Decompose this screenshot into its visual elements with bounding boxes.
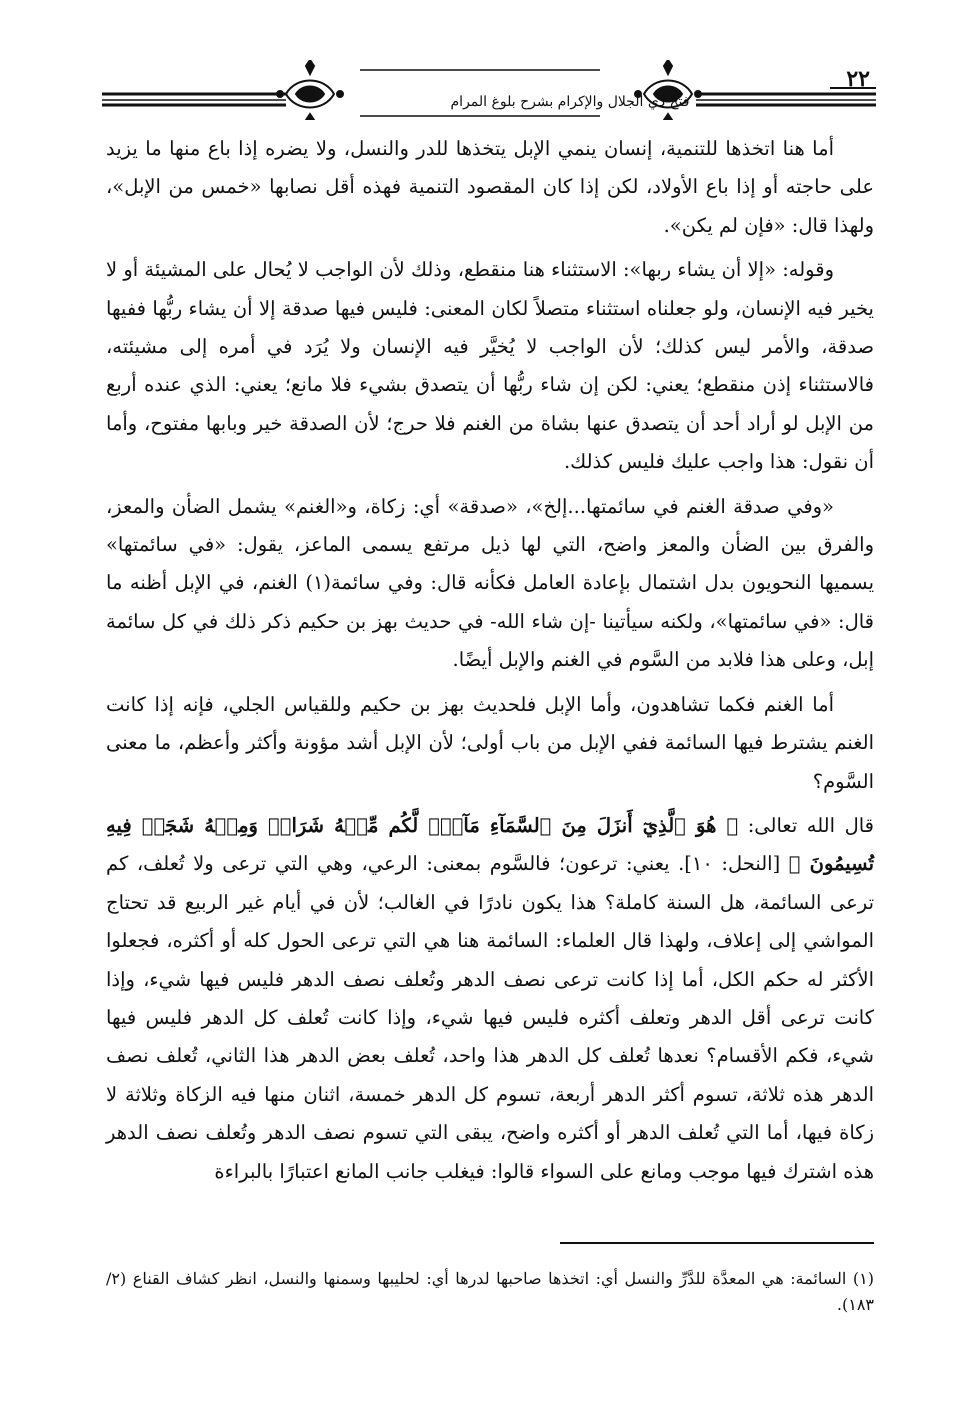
paragraph: أما الغنم فكما تشاهدون، وأما الإبل فلحديث بهز بن حكيم وللقياس الجلي، فإنه إذا كانت الغنم يشترط فيها السائمة ففي الإبل من باب أولى؛ لأن الإبل أشد مؤونة وأكثر وأعظم، ما معنى السَّوم؟ (106, 692, 874, 793)
footnotes (106, 1266, 874, 1318)
verse-intro: قال الله تعالى: (738, 813, 875, 837)
footnote: (١) السائمة: هي المعدَّة للدَّرِّ والنسل أي: اتخذها صاحبها لدرها أي: لحليبها وسمنها والنسل، انظر كشاف القناع (٢/ ١٨٣). (106, 1269, 874, 1314)
header-ornament (100, 60, 878, 120)
paragraph: «وفي صدقة الغنم في سائمتها...إلخ»، «صدقة» أي: زكاة، و«الغنم» يشمل الضأن والمعز، والفرق بين الضأن والمعز واضح، التي لها ذيل مرتفع يسمى الماعز، يقول: «في سائمتها» يسميها النحويون بدل اشتمال بإعادة العامل فكأنه قال: وفي سائمة(١) الغنم، في الإبل أظنه ما قال: «في سائمتها»، ولكنه سيأتينا -إن شاء الله- في حديث بهز بن حكيم ذكر ذلك في كل سائمة إبل، وعلى هذا فلابد من السَّوم في الغنم والإبل أيضًا. (106, 494, 875, 672)
verse-paragraph (106, 807, 874, 1191)
page-header (100, 60, 878, 120)
paragraph: وقوله: «إلا أن يشاء ربها»: الاستثناء هنا منقطع، وذلك لأن الواجب لا يُحال على المشيئة أو لا يخير فيه الإنسان، ولو جعلناه استثناء متصلاً لكان المعنى: فليس فيها صدقة إلا أن يشاء ربُّها ففيها صدقة، والأمر ليس كذلك؛ لأن الواجب لا يُخيَّر فيه الإنسان ولا يُرَد في أمره إلى مشيئته، فالاستثناء إذن منقطع؛ يعني: لكن إن شاء ربُّها أن يتصدق بشيء فلا مانع؛ يعني: الذي عنده أربع من الإبل لو أراد أحد أن يتصدق عنها بشاة من الغنم فلا حرج؛ لأن الصدقة خير وبابها مفتوح، وأما أن نقول: هذا واجب عليك فليس كذلك. (106, 258, 874, 474)
page-number: ٢٢ (846, 66, 870, 92)
verse-reference: [النحل: ١٠] (684, 852, 781, 876)
main-text (106, 130, 874, 1197)
running-title: فتح ذي الجلال والإكرام بشرح بلوغ المرام (450, 94, 690, 110)
paragraph: أما هنا اتخذها للتنمية، إنسان ينمي الإبل يتخذها للدر والنسل، ولا يضره إذا باع منها ما يزيد على حاجته أو إذا باع الأولاد، لكن إذا كان المقصود التنمية فهذه أقل نصابها «خمس من الإبل»، ولهذا قال: «فإن لم يكن». (106, 137, 874, 237)
footnote-divider (560, 1242, 874, 1244)
quran-verse: ﴿ هُوَ ٱلَّذِيٓ أَنزَلَ مِنَ ٱلسَّمَآءِ مَآءٗۖ لَّكُم مِّنۡهُ شَرَابٞ وَمِنۡهُ شَجَرٞ فِيهِ تُسِيمُونَ ﴾ (106, 813, 874, 876)
verse-commentary: . يعني: ترعون؛ فالسَّوم بمعنى: الرعي، وهي التي ترعى ولا تُعلف، كم ترعى السائمة، هل السنة كاملة؟ هذا يكون نادرًا في الغالب؛ لأن في أيام غير الربيع قد تحتاج المواشي إلى إعلاف، ولهذا قال العلماء: السائمة هنا هي التي ترعى الحول كله أو أكثره، فجعلوا الأكثر له حكم الكل، أما إذا كانت ترعى نصف الدهر وتُعلف نصف الدهر فليس فيها شيء، وإذا كانت ترعى أقل الدهر وتعلف أكثره فليس فيها شيء، وإذا كانت تُعلف كل الدهر فليس فيها شيء، فكم الأقسام؟ نعدها تُعلف كل الدهر هذا واحد، تُعلف بعض الدهر هذا الثاني، تُعلف نصف الدهر هذه ثلاثة، تسوم أكثر الدهر أربعة، تسوم كل الدهر خمسة، اثنان منها فيه الزكاة وثلاثة لا زكاة فيها، أما التي تُعلف الدهر أو أكثره واضح، يبقى التي تسوم نصف الدهر وتُعلف نصف الدهر هذه اشترك فيها موجب ومانع على السواء قالوا: فيغلب جانب المانع اعتبارًا بالبراءة (106, 852, 874, 1183)
